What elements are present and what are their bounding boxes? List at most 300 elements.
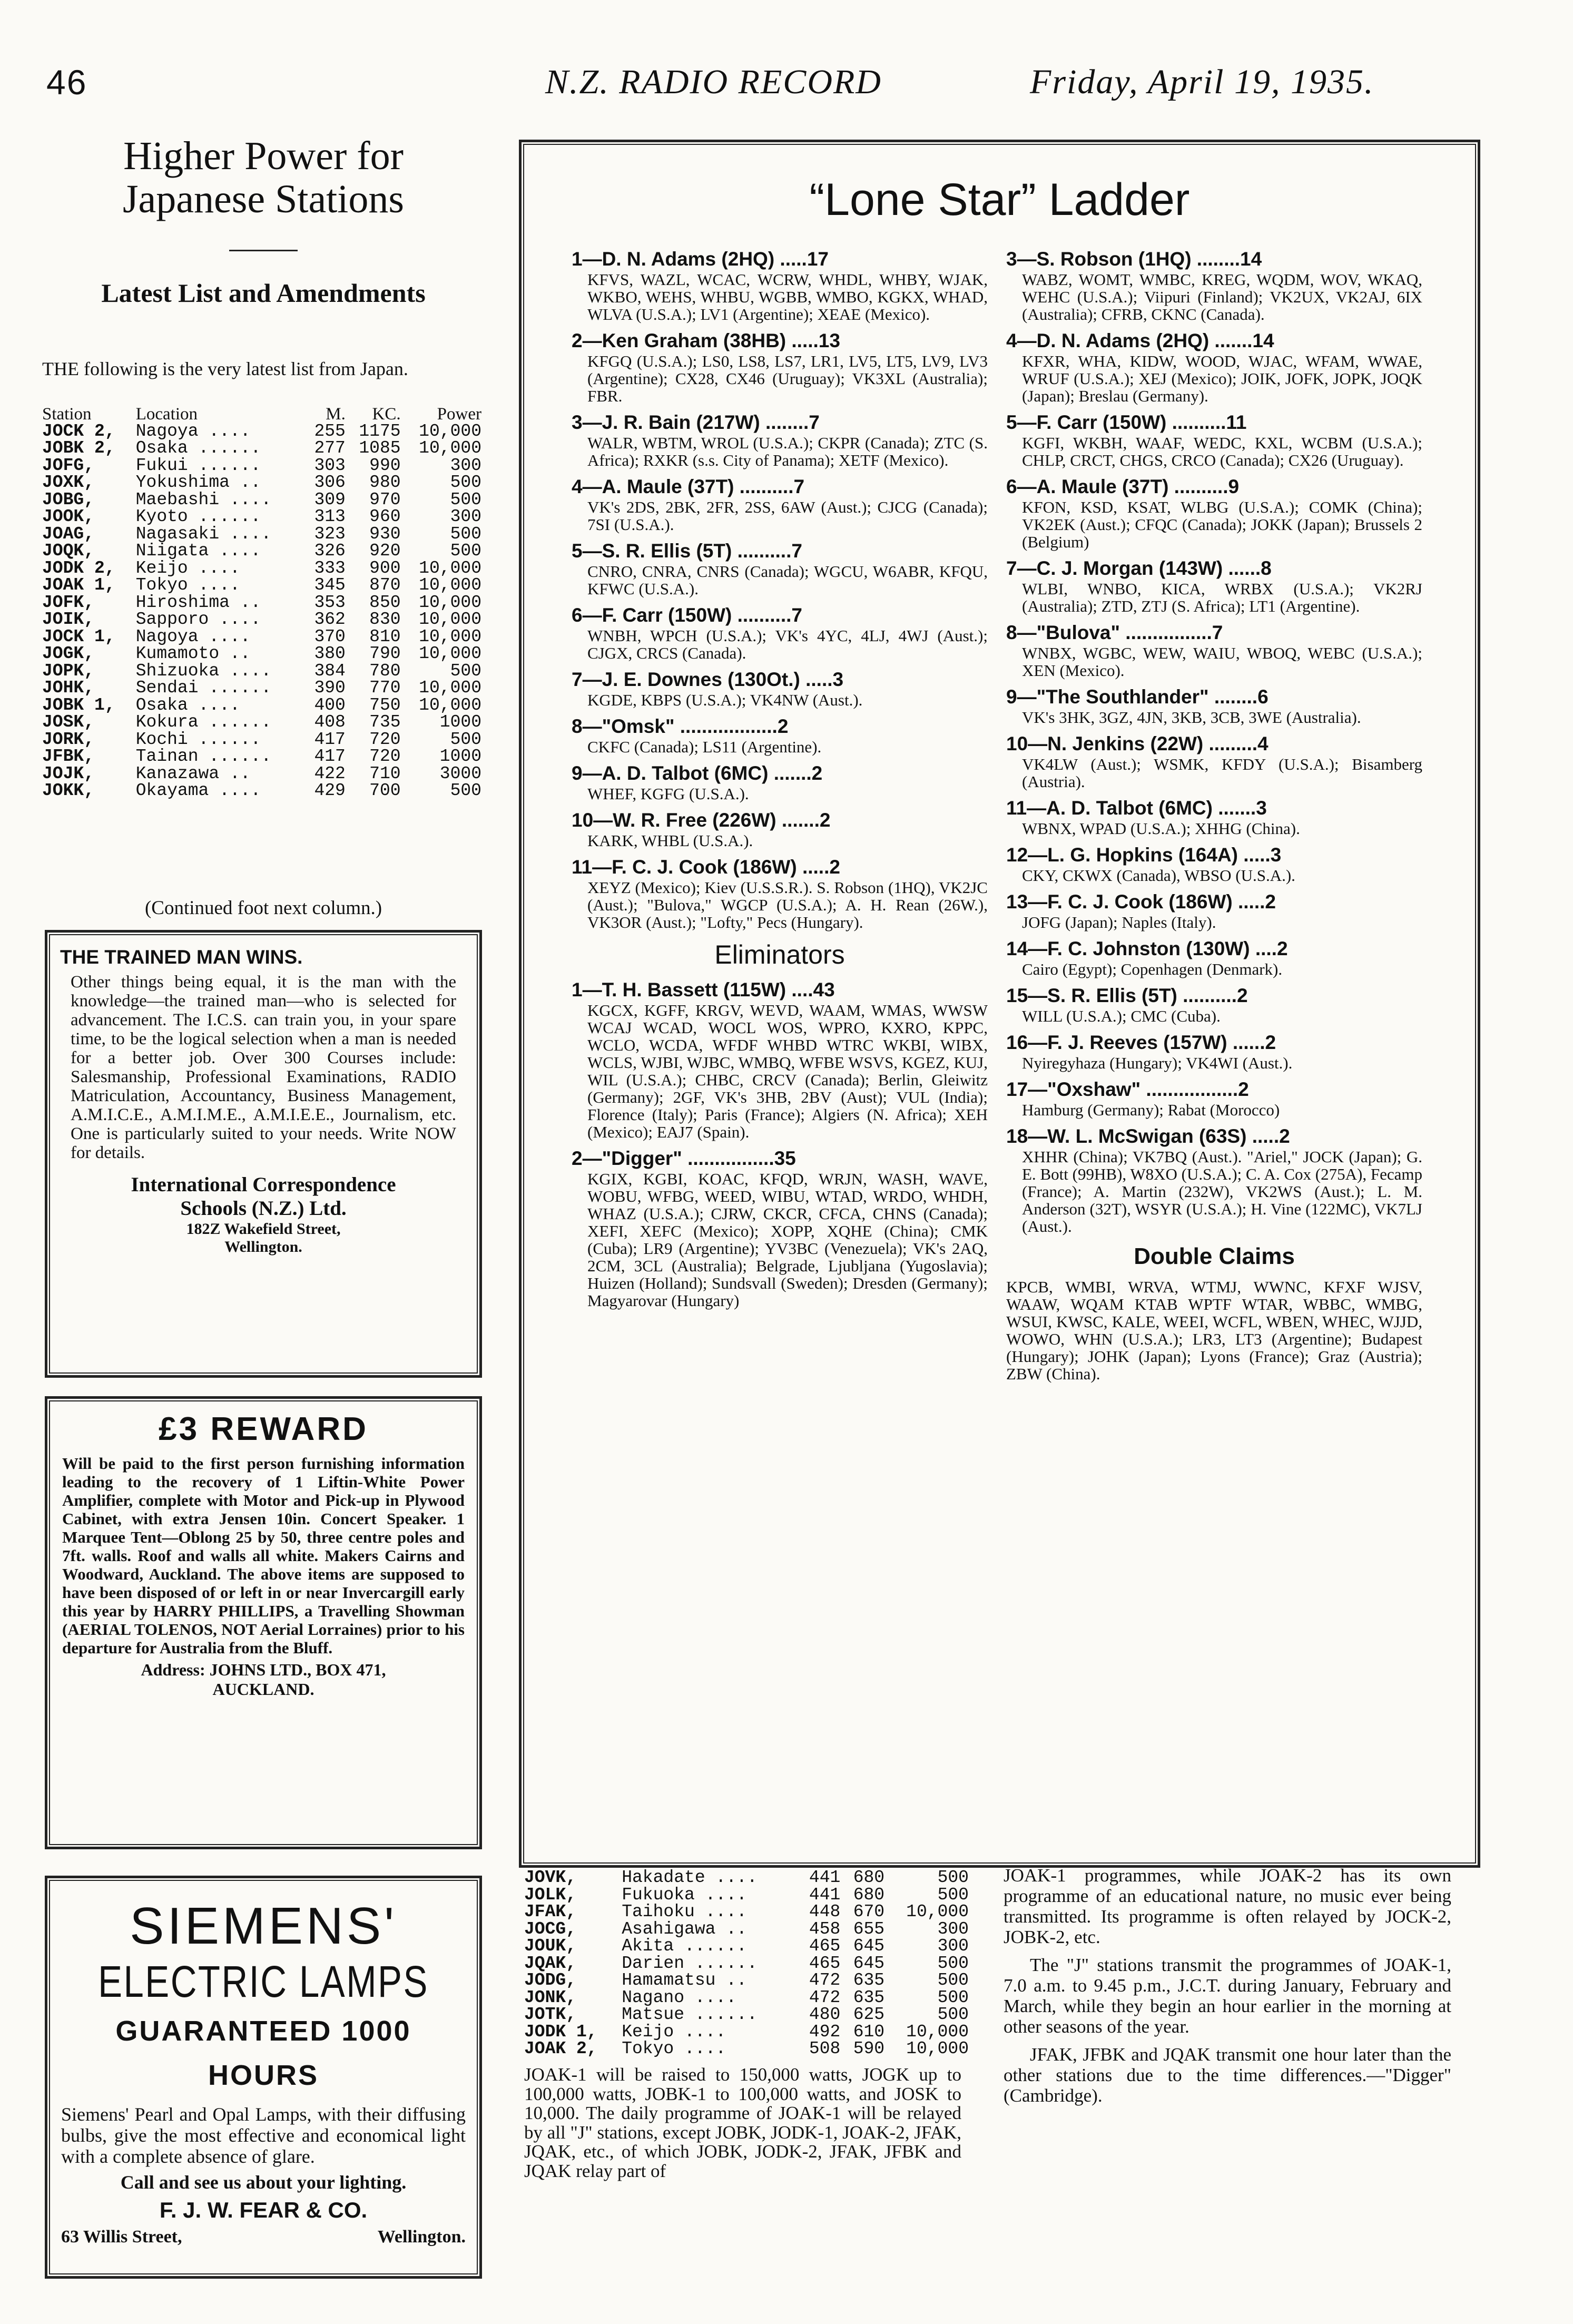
station-power: 10,000 [419,592,481,612]
station-power: 10,000 [906,2039,969,2058]
siemens-call: Call and see us about your lighting. [120,2172,407,2193]
ladder-entry-head: 5—S. R. Ellis (5T) ..........7 [572,540,802,562]
siemens-brand: SIEMENS' [130,1897,397,1955]
ladder-entry [1006,1031,1422,1072]
ladder-entry-head: 2—Ken Graham (38HB) .....13 [572,330,840,351]
ladder-entry [1006,844,1422,884]
station-metres: 255 [314,421,346,441]
ladder-entry-head: 4—A. Maule (37T) ..........7 [572,476,805,497]
station-row [42,680,485,697]
ics-address2: Wellington. [224,1238,302,1256]
station-kc: 635 [853,1970,885,1990]
ladder-entry [572,668,988,709]
ladder-entry-calls: WALR, WBTM, WROL (U.S.A.); CKPR (Canada); ZTC (S. Africa); RXKR (s.s. City of Panama); XETF (Mexico). [587,434,988,469]
station-location: Hakadate .... [622,1868,758,1887]
continued-station-table [524,1869,972,2058]
station-row [42,645,485,663]
station-power: 500 [937,1987,969,2007]
station-call: JODK 1, [524,2022,597,2042]
station-call: JOKK, [42,781,95,800]
ladder-entry [572,540,988,597]
article-title-line1: Higher Power for [123,134,404,178]
station-metres: 472 [809,1970,841,1990]
ladder-entry-head: 1—D. N. Adams (2HQ) .....17 [572,248,829,270]
ladder-entry-calls: KGFI, WKBH, WAAF, WEDC, KXL, WCBM (U.S.A.); CHLP, CRCT, CHGS, CRCO (Canada); CX26 (Uruguay). [1022,434,1422,469]
station-row [42,629,485,646]
station-power: 1000 [439,712,481,732]
station-row [42,508,485,526]
ladder-entry-head: 3—S. Robson (1HQ) ........14 [1006,248,1262,270]
station-kc: 680 [853,1885,885,1905]
station-power: 10,000 [419,678,481,698]
station-kc: 750 [369,695,401,715]
ladder-entry [572,329,988,405]
station-kc: 655 [853,1919,885,1939]
station-power: 500 [450,524,481,544]
station-call: JOBK 1, [42,695,115,715]
station-metres: 508 [809,2039,841,2058]
station-metres: 313 [314,507,346,526]
station-row [524,2006,972,2024]
ladder-entry-calls: KGIX, KGBI, KOAC, KFQD, WRJN, WASH, WAVE, WOBU, WFBG, WEED, WIBU, WTAD, WRDO, WHDH, WHAZ (U.S.A.); CJRW, CKCR, CFCA, CHNS (Canada); XEFI, XEFC (Mexico); XOPP, XQHE (China); CMK (Cuba); LR9 (Argentine); YV3BC (Venezuela); VK's 2AQ, 2CM, 3CL (Australia); Belgrade, Ljubljana (Yugoslavia); Huizen (Holland); Sundsvall (Sweden); Dresden (Germany); Magyarovar (Hungary) [587,1170,988,1310]
ics-title: THE TRAINED MAN WINS. [60,946,303,968]
station-row [524,2041,972,2058]
ladder-entry-head: 6—A. Maule (37T) ..........9 [1006,476,1240,497]
station-call: JFBK, [42,747,95,766]
ladder-entry-calls: KGDE, KBPS (U.S.A.); VK4NW (Aust.). [587,691,863,709]
station-row [524,1989,972,2007]
station-location: Keijo .... [135,558,240,578]
station-location: Osaka .... [135,695,240,715]
station-metres: 277 [314,438,346,458]
station-row [42,440,485,457]
station-metres: 429 [314,781,346,800]
joak-paragraph-4: JFAK, JFBK and JQAK transmit one hour later than the other stations due to the time differences.—"Digger" (Cambridge). [1004,2044,1451,2106]
station-location: Matsue ...... [622,2005,758,2024]
ladder-entry-calls: WABZ, WOMT, WMBC, KREG, WQDM, WOV, WKAQ, WEHC (U.S.A.); Viipuri (Finland); VK2UX, VK2AJ, 6IX (Australia); CFRB, CKNC (Canada). [1022,270,1422,323]
station-row [42,731,485,749]
ladder-entry-calls: KGCX, KGFF, KRGV, WEVD, WAAM, WMAS, WWSW WCAJ WCAD, WOCL WOS, WPRO, KXRO, KPPC, WCLO, WCDA, WFDF WHBD WTRC WKBI, WIBX, WCLS, WJBI, WJBC, WMBQ, WFBE WSVS, KGEZ, KUJ, WIL (U.S.A.); CHBC, CRCV (Canada); Berlin, Gleiwitz (Germany); 2GF, VK's 3HB, 2BV (Aust); VUL (India); Florence (Italy); Paris (France); Algiers (N. Africa); XEH (Mexico); EAJ7 (Spain). [587,1001,988,1141]
station-location: Nagasaki .... [135,524,272,544]
station-metres: 465 [809,1953,841,1973]
ladder-entry [1006,557,1422,615]
station-kc: 850 [369,592,401,612]
continued-note: (Continued foot next column.) [144,897,382,919]
ladder-entry [1006,621,1422,679]
station-kc: 810 [369,626,401,646]
ladder-entry [1006,248,1422,323]
station-power: 10,000 [419,421,481,441]
ladder-entry-head: 16—F. J. Reeves (157W) ......2 [1006,1032,1276,1053]
station-row [524,1972,972,1989]
reward-address1: Address: JOHNS LTD., BOX 471, [141,1660,386,1679]
ladder-entry-calls: WLBI, WNBO, KICA, WRBX (U.S.A.); VK2RJ (Australia); ZTD, ZTJ (S. Africa); LT1 (Argentine). [1022,580,1422,615]
station-metres: 303 [314,455,346,475]
station-power: 500 [937,1885,969,1905]
station-metres: 384 [314,661,346,681]
station-kc: 980 [369,473,401,492]
ladder-entry-calls: VK's 3HK, 3GZ, 4JN, 3KB, 3CB, 3WE (Australia). [1022,708,1361,727]
station-table-body [42,406,485,800]
station-row [42,766,485,783]
station-power: 10,000 [419,438,481,458]
siemens-guarantee: GUARANTEED 1000 HOURS [115,2015,411,2091]
station-kc: 970 [369,489,401,509]
station-kc: 830 [369,610,401,629]
station-row [42,611,485,629]
ladder-entry-head: 3—J. R. Bain (217W) ........7 [572,411,820,433]
station-location: Akita ...... [622,1936,747,1956]
ics-company-line2: Schools (N.Z.) Ltd. [180,1197,347,1220]
station-metres: 465 [809,1936,841,1956]
station-location: Nagoya .... [135,421,251,441]
station-call: JOPK, [42,661,95,681]
station-call: JOQK, [42,541,95,561]
ladder-entry-calls: JOFG (Japan); Naples (Italy). [1022,913,1216,931]
station-call: JOIK, [42,610,95,629]
station-call: JOCK 2, [42,421,115,441]
station-metres: 448 [809,1902,841,1921]
station-location: Sendai ...... [135,678,272,698]
ladder-entry [1006,984,1422,1025]
ladder-entry-head: 10—N. Jenkins (22W) .........4 [1006,733,1269,754]
eliminators-heading: Eliminators [714,940,845,969]
ladder-entry-calls: WILL (U.S.A.); CMC (Cuba). [1022,1007,1221,1025]
station-kc: 720 [369,747,401,766]
station-row [42,663,485,680]
station-location: Niigata .... [135,541,261,561]
station-power: 10,000 [419,626,481,646]
station-location: Kyoto ...... [135,507,261,526]
station-call: JOAG, [42,524,95,544]
station-location: Kokura ...... [135,712,272,732]
station-power: 10,000 [419,558,481,578]
station-location: Kumamoto .. [135,644,251,663]
station-call: JODG, [524,1970,577,1990]
station-kc: 720 [369,729,401,749]
station-kc: 780 [369,661,401,681]
ladder-entry-head: 18—W. L. McSwigan (63S) .....2 [1006,1125,1290,1147]
station-row [42,543,485,560]
ladder-title: “Lone Star” Ladder [809,174,1190,225]
station-location: Fukui ...... [135,455,261,475]
station-kc: 770 [369,678,401,698]
ics-body: Other things being equal, it is the man with the knowledge—the trained man—who is selected for advancement. The I.C.S. can train you, in your spare time, to be the logical selection when a man is needed for a better job. Over 300 Courses include: Salesmanship, Professional Examinations, RADIO Matriculation, Accountancy, Business Management, A.M.I.C.E., A.M.I.M.E., A.M.I.E.E., Journalism, etc. One is particularly suited to your needs. Write NOW for details. [71,973,456,1162]
ladder-right-column [1006,248,1422,1382]
station-metres: 492 [809,2022,841,2042]
station-row [42,423,485,440]
station-power: 10,000 [419,610,481,629]
ladder-entry-calls: XHHR (China); VK7BQ (Aust.). "Ariel," JOCK (Japan); G. E. Bott (99HB), W8XO (U.S.A.); C. A. Cox (275A), Fecamp (France); A. Martin (232W), VK2WS (Aust.); L. M. Anderson (32T), WSYR (U.S.A.); H. Vine (122MC), VK7LJ (Aust.). [1022,1148,1422,1235]
column-header: M. [326,405,346,424]
station-power: 500 [450,661,481,681]
siemens-advertisement [45,1876,482,2279]
station-location: Darien ...... [622,1953,758,1973]
station-location: Hamamatsu .. [622,1970,747,1990]
ladder-entry [1006,685,1422,726]
station-kc: 790 [369,644,401,663]
station-power: 500 [937,1970,969,1990]
station-metres: 326 [314,541,346,561]
ics-advertisement [45,930,482,1378]
station-location: Tokyo .... [622,2039,726,2058]
ladder-entry-calls: KFXR, WHA, KIDW, WOOD, WJAC, WFAM, WWAE, WRUF (U.S.A.); XEJ (Mexico); JOIK, JOFK, JOPK, JOQK (Japan); Breslau (Germany). [1022,352,1422,405]
station-call: JOJK, [42,763,95,783]
station-location: Taihoku .... [622,1902,747,1921]
station-power: 500 [450,489,481,509]
station-call: JOAK 1, [42,575,115,595]
station-kc: 610 [853,2022,885,2042]
station-call: JOSK, [42,712,95,732]
title-divider [229,250,298,251]
station-metres: 306 [314,473,346,492]
station-call: JOHK, [42,678,95,698]
ladder-entry-head: 14—F. C. Johnston (130W) ....2 [1006,938,1288,959]
siemens-address-city: Wellington. [377,2227,466,2247]
ladder-entry [1006,890,1422,931]
ladder-entry-calls: KARK, WHBL (U.S.A.). [587,831,753,850]
ladder-entry-head: 2—"Digger" ................35 [572,1148,796,1169]
article-subtitle: Latest List and Amendments [101,278,426,308]
station-power: 10,000 [419,644,481,663]
station-location: Tokyo .... [135,575,240,595]
ladder-entry-calls: XEYZ (Mexico); Kiev (U.S.S.R.). S. Robson (1HQ), VK2JC (Aust.); "Bulova," WGCP (U.S.A.); A. H. Rean (26W.), VK3OR (Aust.); "Lofty," Pecs (Hungary). [587,878,988,931]
ladder-entry-calls: KFON, KSD, KSAT, WLBG (U.S.A.); COMK (China); VK2EK (Aust.); CFQC (Canada); JOKK (Japan); Brussels 2 (Belgium) [1022,498,1422,551]
station-power: 1000 [439,747,481,766]
column-header: Station [42,405,92,424]
reward-title: £3 REWARD [159,1411,368,1447]
station-location: Kanazawa .. [135,763,251,783]
station-table-header [42,406,485,423]
station-power: 10,000 [419,695,481,715]
station-row [42,492,485,509]
station-call: JOGK, [42,644,95,663]
ladder-entry [1006,732,1422,790]
station-kc: 920 [369,541,401,561]
station-kc: 680 [853,1868,885,1887]
ladder-entry-calls: WBNX, WPAD (U.S.A.); XHHG (China). [1022,819,1300,838]
station-call: JOBK 2, [42,438,115,458]
station-power: 500 [450,729,481,749]
station-kc: 700 [369,781,401,800]
station-row [524,1921,972,1938]
ladder-entry-head: 1—T. H. Bassett (115W) ....43 [572,979,835,1001]
ladder-entry-head: 11—F. C. J. Cook (186W) .....2 [572,856,840,878]
ladder-entry-head: 13—F. C. J. Cook (186W) .....2 [1006,891,1276,913]
station-row [524,1955,972,1973]
siemens-address [61,2227,466,2247]
ladder-entry-calls: WNBH, WPCH (U.S.A.); VK's 4YC, 4LJ, 4WJ (Aust.); CJGX, CRCS (Canada). [587,626,988,662]
station-call: JONK, [524,1987,577,2007]
station-call: JOCK 1, [42,626,115,646]
ladder-entry-head: 9—"The Southlander" ........6 [1006,686,1269,708]
ladder-entry-head: 15—S. R. Ellis (5T) ..........2 [1006,985,1248,1006]
station-metres: 417 [314,729,346,749]
station-metres: 441 [809,1868,841,1887]
station-metres: 323 [314,524,346,544]
station-row [42,526,485,543]
station-metres: 400 [314,695,346,715]
station-power: 300 [937,1919,969,1939]
ladder-entry-head: 9—A. D. Talbot (6MC) .......2 [572,762,823,784]
column-header: Location [135,405,198,424]
station-row [524,1904,972,1921]
station-call: JOFK, [42,592,95,612]
ladder-entry [572,856,988,931]
article-title-line2: Japanese Stations [122,177,404,221]
station-row [42,782,485,800]
ladder-entry-calls: VK4LW (Aust.); WSMK, KFDY (U.S.A.); Bisamberg (Austria). [1022,755,1422,791]
station-power: 300 [937,1936,969,1956]
station-kc: 960 [369,507,401,526]
station-row [42,560,485,577]
station-row [42,457,485,475]
ladder-entry-calls: KFGQ (U.S.A.); LS0, LS8, LS7, LR1, LV5, LT5, LV9, LV3 (Argentine); CX28, CX46 (Uruguay); VK3XL (Australia); FBR. [587,352,988,405]
station-row [42,577,485,594]
ladder-entry-calls: Nyiregyhaza (Hungary); VK4WI (Aust.). [1022,1054,1293,1072]
station-location: Sapporo .... [135,610,261,629]
joak-paragraph-3: The "J" stations transmit the programmes of JOAK-1, 7.0 a.m. to 9.45 p.m., J.C.T. during January, February and March, while they begin an hour earlier in the morning at other seasons of the year. [1004,1955,1451,2037]
station-call: JOVK, [524,1868,577,1887]
article-intro: THE following is the very latest list from Japan. [42,358,408,379]
station-metres: 353 [314,592,346,612]
station-kc: 635 [853,1987,885,2007]
station-metres: 345 [314,575,346,595]
station-location: Fukuoka .... [622,1885,747,1905]
station-metres: 472 [809,1987,841,2007]
station-call: JOOK, [42,507,95,526]
reward-advertisement [45,1396,482,1849]
station-call: JOUK, [524,1936,577,1956]
station-power: 500 [450,541,481,561]
column-header: KC. [372,405,401,424]
issue-date: Friday, April 19, 1935. [1030,63,1374,101]
station-power: 10,000 [906,2022,969,2042]
ladder-box [519,140,1480,1868]
left-article [37,134,490,308]
ladder-entry-head: 8—"Omsk" ..................2 [572,715,789,737]
station-call: JOAK 2, [524,2039,597,2058]
ladder-entry-calls: CKFC (Canada); LS11 (Argentine). [587,738,822,756]
station-kc: 1085 [359,438,401,458]
station-metres: 408 [314,712,346,732]
station-row [42,594,485,612]
station-location: Maebashi .... [135,489,272,509]
ics-company-line1: International Correspondence [131,1173,396,1196]
station-kc: 590 [853,2039,885,2058]
ladder-entry-head: 5—F. Carr (150W) ..........11 [1006,411,1247,433]
station-call: JQAK, [524,1953,577,1973]
station-call: JOLK, [524,1885,577,1905]
ladder-entry [1006,475,1422,551]
station-location: Yokushima .. [135,473,261,492]
station-metres: 441 [809,1885,841,1905]
station-kc: 625 [853,2005,885,2024]
station-call: JOFG, [42,455,95,475]
station-power: 500 [450,473,481,492]
station-call: JOXK, [42,473,95,492]
ics-address1: 182Z Wakefield Street, [186,1220,341,1238]
siemens-address-street: 63 Willis Street, [61,2227,182,2247]
ladder-entry [1006,937,1422,978]
station-kc: 735 [369,712,401,732]
station-location: Tainan ...... [135,747,272,766]
station-call: JOCG, [524,1919,577,1939]
station-location: Osaka ...... [135,438,261,458]
ladder-entry-calls: CKY, CKWX (Canada), WBSO (U.S.A.). [1022,866,1295,885]
station-location: Kochi ...... [135,729,261,749]
station-metres: 370 [314,626,346,646]
station-power: 3000 [439,763,481,783]
ladder-entry [1006,411,1422,469]
station-location: Keijo .... [622,2022,726,2042]
ladder-left-column [572,248,988,1316]
station-kc: 645 [853,1953,885,1973]
station-power: 300 [450,507,481,526]
ladder-entry [1006,329,1422,405]
ladder-entry [1006,1078,1422,1119]
ladder-entry [572,604,988,662]
station-metres: 480 [809,2005,841,2024]
ladder-entry-head: 12—L. G. Hopkins (164A) .....3 [1006,844,1282,866]
station-kc: 1175 [359,421,401,441]
reward-body: Will be paid to the first person furnishing information leading to the recovery of 1 Liftin-White Power Amplifier, complete with Motor and Pick-up in Plywood Cabinet, with extra Jensen 10in. Concert Speaker. 1 Marquee Tent—Oblong 25 by 50, three centre poles and 7ft. walls. Roof and walls all white. Makers Cairns and Woodward, Auckland. The above items are supposed to have been disposed of or left in or near Invercargill early this year by HARRY PHILLIPS, a Travelling Showman (AERIAL TOLENOS, NOT Aerial Lorraines) prior to his departure for Australia from the Bluff. [62,1454,465,1657]
station-metres: 333 [314,558,346,578]
station-row [524,1887,972,1904]
station-metres: 458 [809,1919,841,1939]
station-power: 300 [450,455,481,475]
double-claims-list: KPCB, WMBI, WRVA, WTMJ, WWNC, KFXF WJSV, WAAW, WQAM KTAB WPTF WTAR, WBBC, WMBG, WSUI, KWSC, KALE, WEEI, WCFL, WBEN, WHEC, WJJD, WOWO, WHN (U.S.A.); LR3, LT3 (Argentine); Budapest (Hungary); JOHK (Japan); Lyons (France); Graz (Austria); ZBW (China). [1006,1278,1422,1383]
siemens-body: Siemens' Pearl and Opal Lamps, with their diffusing bulbs, give the most effective and economical light with a complete absence of glare. [61,2104,466,2167]
station-call: JFAK, [524,1902,577,1921]
ladder-entry-calls: KFVS, WAZL, WCAC, WCRW, WHDL, WHBY, WJAK, WKBO, WEHS, WHBU, WGBB, WMBO, KGKX, WHAD, WLVA (U.S.A.); LV1 (Argentine); XEAE (Mexico). [587,270,988,323]
station-call: JOBG, [42,489,95,509]
ladder-entry [572,809,988,849]
station-metres: 309 [314,489,346,509]
station-location: Nagano .... [622,1987,737,2007]
station-row [524,1869,972,1887]
bottom-right-text [1004,1865,1451,2106]
station-call: JOTK, [524,2005,577,2024]
ladder-entry-head: 17—"Oxshaw" .................2 [1006,1078,1249,1100]
ladder-entry-calls: CNRO, CNRA, CNRS (Canada); WGCU, W6ABR, KFQU, KFWC (U.S.A.). [587,562,988,598]
reward-address2: AUCKLAND. [212,1680,314,1699]
station-location: Okayama .... [135,781,261,800]
ladder-entry [572,715,988,756]
station-kc: 710 [369,763,401,783]
ladder-entry [572,475,988,533]
siemens-product: ELECTRIC LAMPS [98,1957,429,2006]
station-metres: 362 [314,610,346,629]
station-kc: 670 [853,1902,885,1921]
station-metres: 380 [314,644,346,663]
ladder-entry [572,762,988,802]
station-row [524,1938,972,1955]
station-row [42,748,485,766]
station-metres: 390 [314,678,346,698]
ladder-entry [572,411,988,469]
ladder-entry-head: 7—C. J. Morgan (143W) ......8 [1006,557,1272,579]
station-kc: 870 [369,575,401,595]
station-power: 500 [937,1868,969,1887]
ladder-entry-head: 10—W. R. Free (226W) .......2 [572,809,831,831]
page-number: 46 [46,63,87,102]
siemens-company: F. J. W. FEAR & CO. [159,2198,368,2222]
ladder-entry-calls: WNBX, WGBC, WEW, WAIU, WBOQ, WEBC (U.S.A.); XEN (Mexico). [1022,644,1422,680]
station-metres: 417 [314,747,346,766]
station-row [524,2024,972,2041]
ladder-entry-head: 6—F. Carr (150W) ..........7 [572,604,802,626]
